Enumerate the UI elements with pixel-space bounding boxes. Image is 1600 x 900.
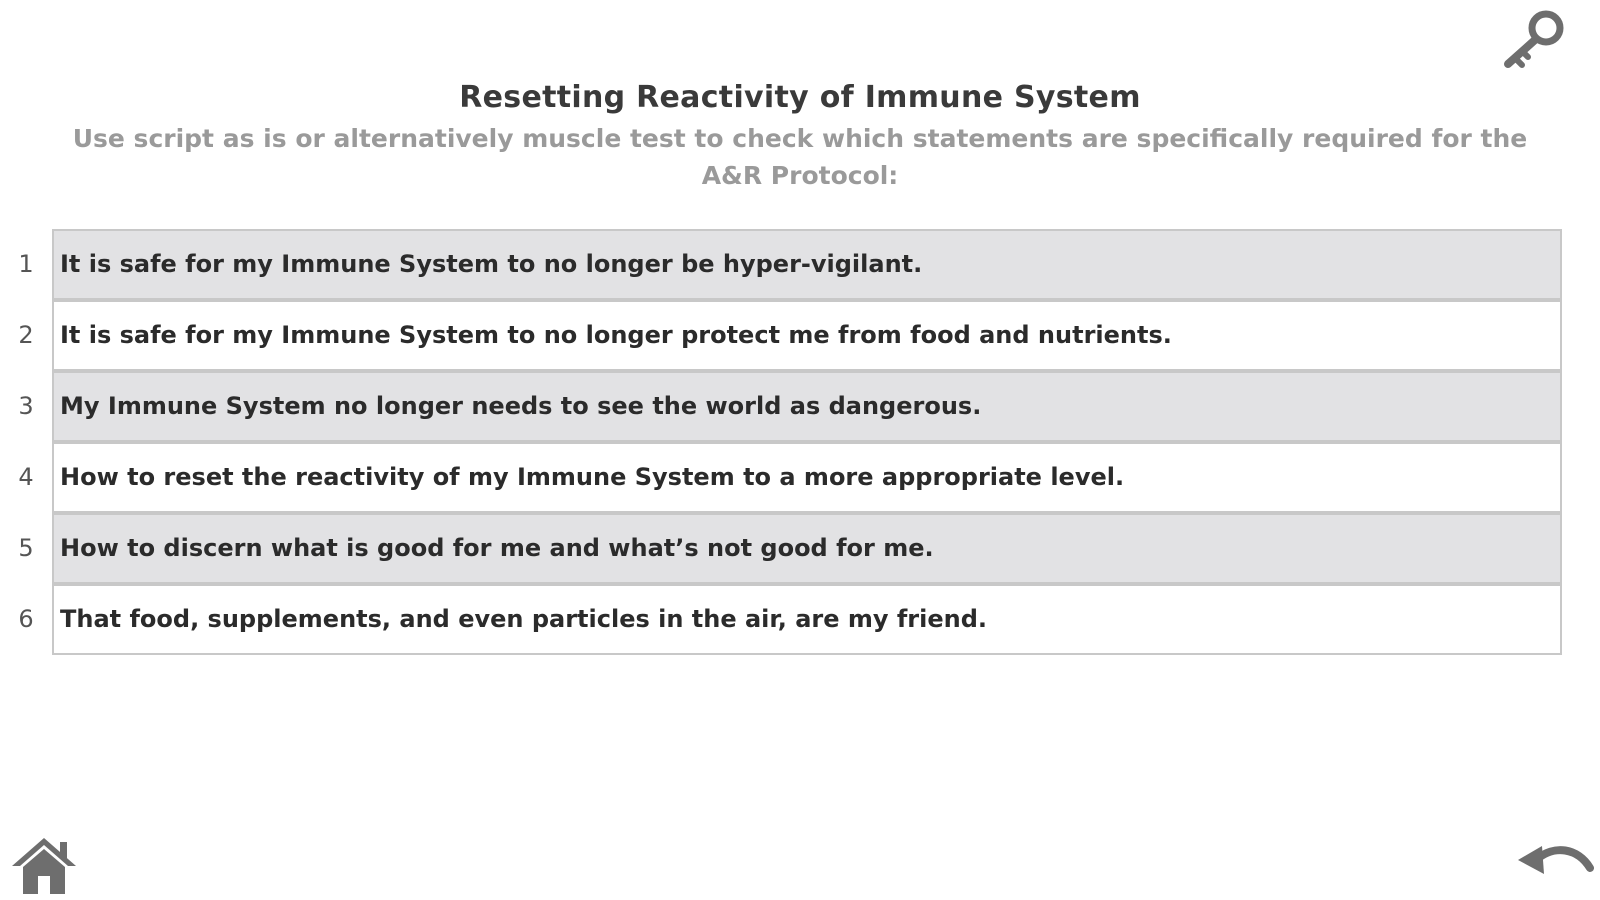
statement-row — [0, 300, 1600, 371]
statement-number: 5 — [18, 534, 34, 562]
statement-number: 2 — [18, 321, 34, 349]
statement-number: 3 — [18, 392, 34, 420]
statement-row — [0, 584, 1600, 655]
back-arrow-icon — [1514, 838, 1594, 890]
home-icon — [10, 834, 78, 896]
statement-row — [0, 513, 1600, 584]
home-button[interactable] — [10, 834, 78, 896]
statement-item[interactable]: It is safe for my Immune System to no longer be hyper-vigilant. — [52, 229, 1562, 300]
statement-number: 6 — [18, 605, 34, 633]
statement-item[interactable]: It is safe for my Immune System to no longer protect me from food and nutrients. — [52, 300, 1562, 371]
page-header — [0, 76, 1600, 194]
statement-row — [0, 371, 1600, 442]
statement-number: 4 — [18, 463, 34, 491]
key-button[interactable] — [1498, 6, 1570, 74]
statement-item[interactable]: That food, supplements, and even particles in the air, are my friend. — [52, 584, 1562, 655]
back-button[interactable] — [1514, 838, 1594, 890]
page-title: Resetting Reactivity of Immune System — [459, 80, 1141, 115]
key-icon — [1498, 6, 1570, 74]
statement-item[interactable]: How to reset the reactivity of my Immune System to a more appropriate level. — [52, 442, 1562, 513]
statement-item[interactable]: How to discern what is good for me and what’s not good for me. — [52, 513, 1562, 584]
statement-number: 1 — [18, 250, 34, 278]
page-subtitle: Use script as is or alternatively muscle test to check which statements are specifically required for the A&R Protocol: — [72, 124, 1528, 190]
statement-row — [0, 442, 1600, 513]
statement-row — [0, 229, 1600, 300]
statement-item[interactable]: My Immune System no longer needs to see the world as dangerous. — [52, 371, 1562, 442]
statement-list — [0, 229, 1600, 655]
